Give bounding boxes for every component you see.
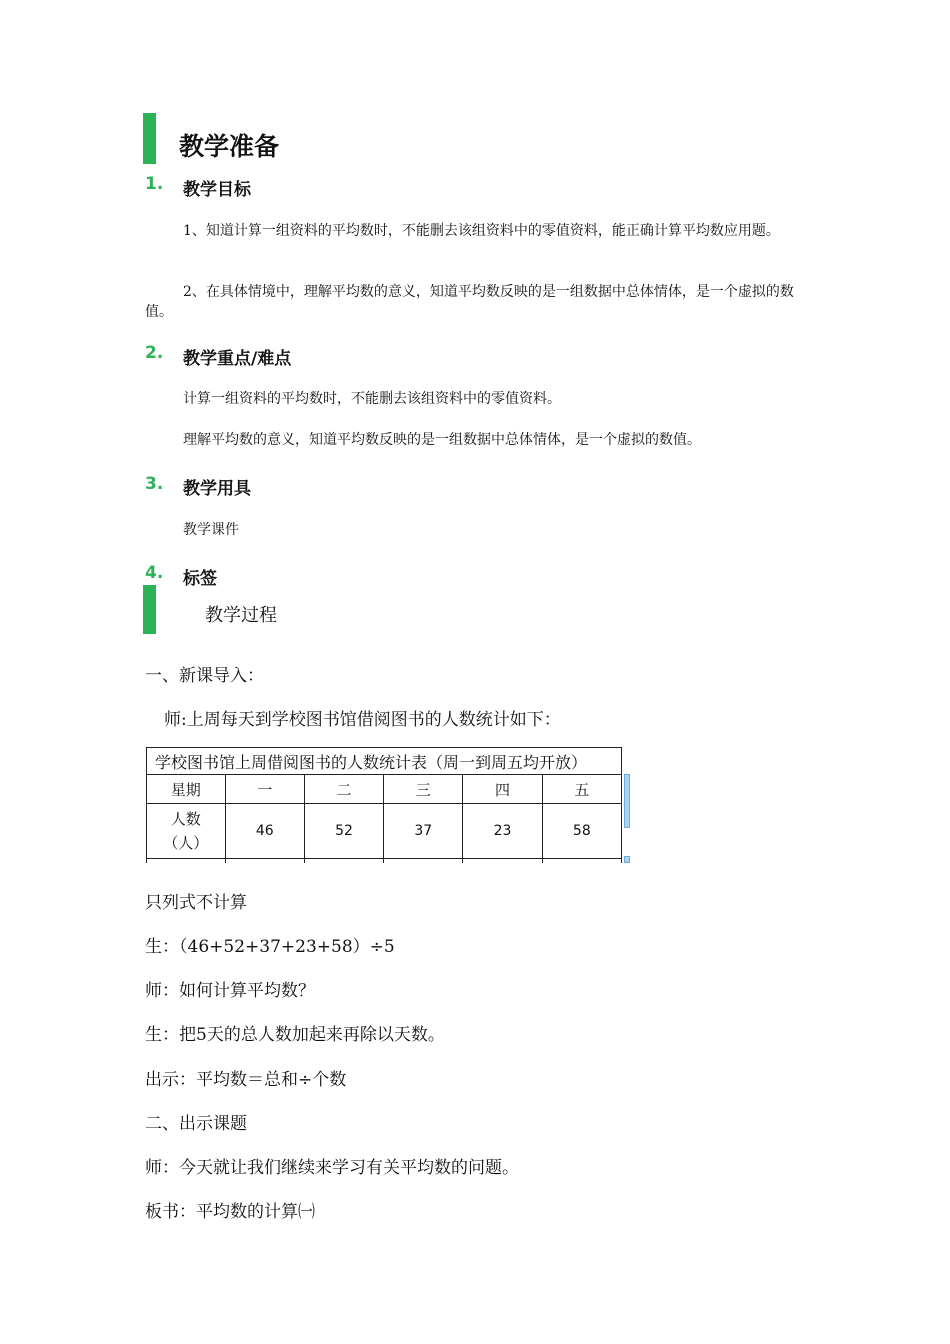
- objective-1: 1、知道计算一组资料的平均数时，不能删去该组资料中的零值资料，能正确计算平均数应用题。: [183, 223, 780, 239]
- cropped-cell: [225, 859, 304, 864]
- row-label-count-line1: 人数: [170, 810, 201, 828]
- resize-handle-corner[interactable]: [624, 856, 630, 863]
- line-no-calc: 只列式不计算: [145, 893, 247, 913]
- section-4-number: 4.: [145, 563, 164, 583]
- section-3-title: 教学用具: [183, 479, 251, 499]
- cropped-cell: [147, 859, 226, 864]
- cropped-cell: [384, 859, 463, 864]
- row-label-count: [147, 804, 226, 859]
- line-board-title: 板书：平均数的计算㈠: [145, 1202, 315, 1222]
- stats-table-image: [146, 747, 622, 863]
- intro-heading: 一、新课导入：: [145, 666, 264, 686]
- count-cell: 46: [225, 804, 304, 859]
- cropped-cell: [304, 859, 383, 864]
- intro-line: 师:上周每天到学校图书馆借阅图书的人数统计如下：: [164, 710, 561, 730]
- line-student-answer: 生：把5天的总人数加起来再除以天数。: [145, 1025, 445, 1045]
- page-title: 教学准备: [179, 132, 280, 161]
- count-cell: 58: [542, 804, 621, 859]
- key-point-2: 理解平均数的意义，知道平均数反映的是一组数据中总体情体，是一个虚拟的数值。: [183, 432, 701, 448]
- day-cell: 五: [542, 775, 621, 804]
- day-cell: 二: [304, 775, 383, 804]
- section-4-title: 标签: [183, 569, 217, 589]
- line-show-formula: 出示：平均数＝总和÷个数: [145, 1070, 347, 1090]
- process-accent-bar: [143, 585, 156, 634]
- row-label-count-line2: （人）: [163, 834, 209, 852]
- section-1-number: 1.: [145, 174, 164, 194]
- line-student-formula: 生：（46+52+37+23+58）÷5: [145, 937, 395, 957]
- cropped-cell: [463, 859, 542, 864]
- section-2-number: 2.: [145, 343, 164, 363]
- objective-2: 2、在具体情境中，理解平均数的意义，知道平均数反映的是一组数据中总体情体，是一个虚拟的数值。: [145, 284, 794, 320]
- line-teacher-intro: 师：今天就让我们继续来学习有关平均数的问题。: [145, 1158, 519, 1178]
- day-cell: 一: [225, 775, 304, 804]
- line-teacher-question: 师：如何计算平均数？: [145, 981, 315, 1001]
- section-2-title: 教学重点/难点: [183, 349, 292, 369]
- tools-text: 教学课件: [183, 522, 239, 538]
- count-cell: 23: [463, 804, 542, 859]
- day-cell: 四: [463, 775, 542, 804]
- count-cell: 37: [384, 804, 463, 859]
- row-label-day: 星期: [147, 775, 226, 804]
- process-heading: 教学过程: [205, 605, 277, 626]
- line-topic-heading: 二、出示课题: [145, 1114, 247, 1134]
- day-cell: 三: [384, 775, 463, 804]
- count-cell: 52: [304, 804, 383, 859]
- heading-accent-bar: [143, 113, 156, 164]
- key-point-1: 计算一组资料的平均数时，不能删去该组资料中的零值资料。: [183, 391, 561, 407]
- section-1-title: 教学目标: [183, 180, 251, 200]
- section-3-number: 3.: [145, 474, 164, 494]
- cropped-cell: [542, 859, 621, 864]
- table-title: 学校图书馆上周借阅图书的人数统计表（周一到周五均开放）: [147, 748, 622, 775]
- stats-table: [146, 747, 622, 863]
- resize-handle[interactable]: [624, 774, 630, 828]
